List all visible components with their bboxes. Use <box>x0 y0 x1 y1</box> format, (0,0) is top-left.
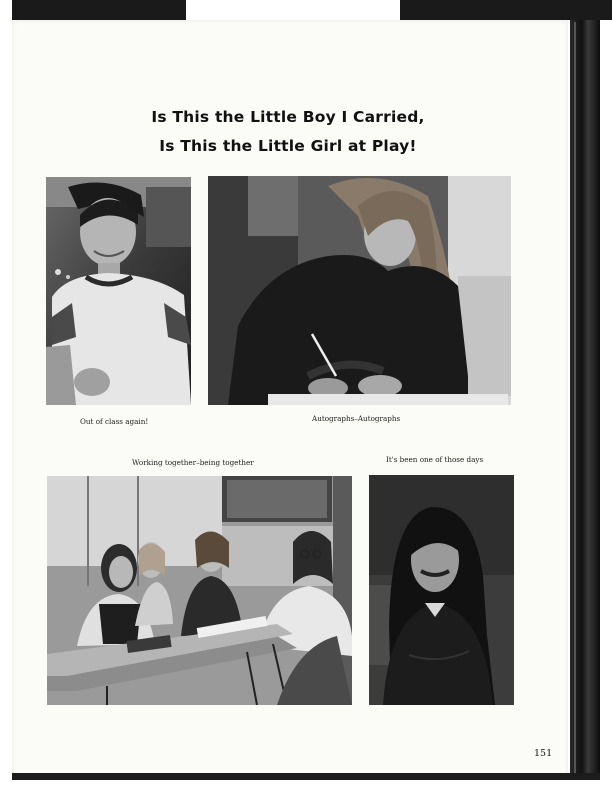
scan-bottom-bar <box>12 773 600 780</box>
photo-long-hair-man-image <box>369 475 514 705</box>
caption-out-of-class: Out of class again! <box>80 417 149 426</box>
photo-girl-signing-image <box>208 176 511 405</box>
caption-autographs: Autographs–Autographs <box>312 414 401 423</box>
scan-top-bar-left <box>12 0 186 20</box>
photo-boy-tshirt-image <box>46 177 191 405</box>
caption-one-of-those-days: It's been one of those days <box>386 455 484 464</box>
photo-group-table <box>47 476 352 705</box>
page-number: 151 <box>534 748 553 759</box>
photo-girl-signing <box>208 176 511 405</box>
headline-line-2: Is This the Little Girl at Play! <box>159 137 417 155</box>
photo-long-hair-man <box>369 475 514 705</box>
binding-edge <box>574 22 576 776</box>
scan-top-bar-right <box>400 0 612 20</box>
headline-line-1: Is This the Little Boy I Carried, <box>151 108 425 126</box>
caption-working-together: Working together–being together <box>132 458 254 467</box>
photo-boy-tshirt <box>46 177 191 405</box>
photo-group-table-image <box>47 476 352 705</box>
